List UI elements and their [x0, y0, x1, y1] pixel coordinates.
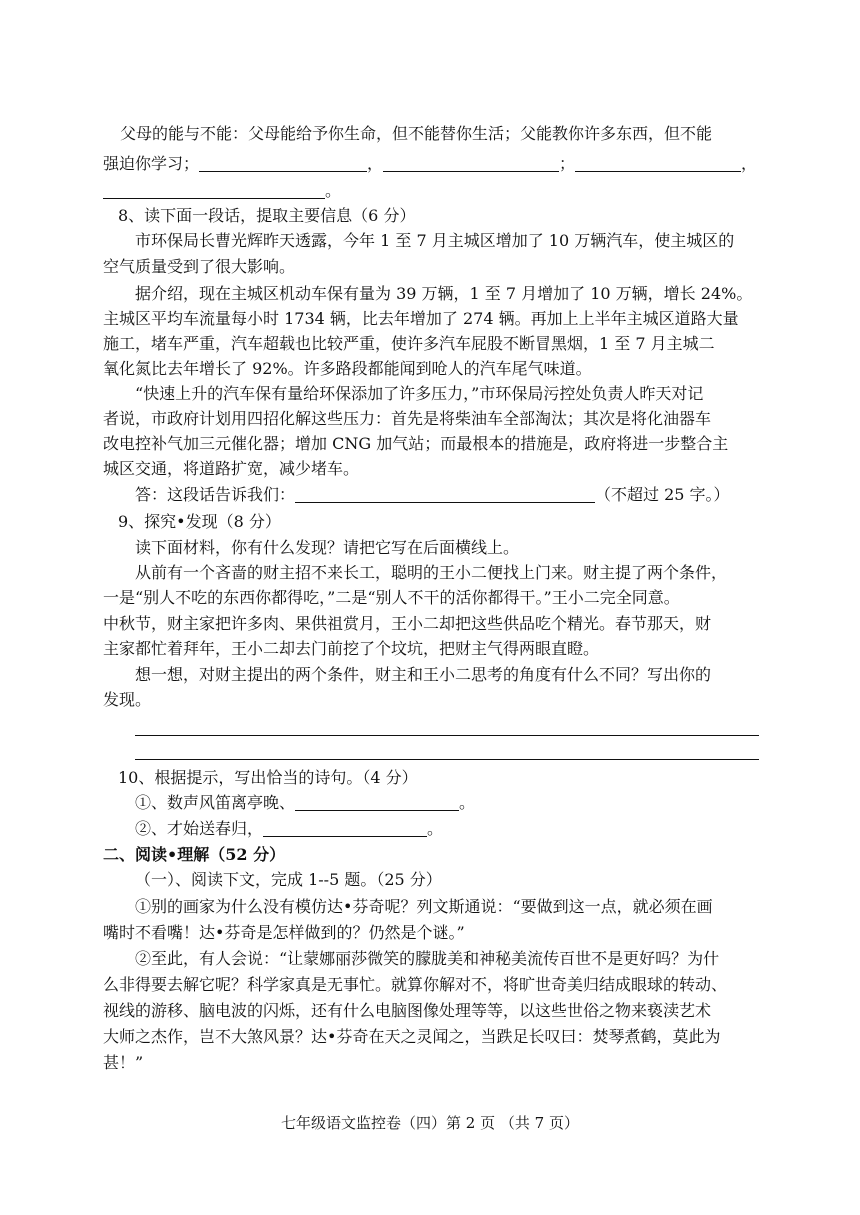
q9-title: 9、探究•发现（8 分）: [118, 512, 281, 531]
q10-item-1: ①、数声风笛离亭晚、 。: [135, 793, 476, 812]
reading-text: 大师之杰作，岂不大煞风景？达•芬奇在天之灵闻之，当跌足长叹曰：焚琴煮鹤，莫此为: [103, 1027, 721, 1046]
q8-text: 主城区平均车流量每小时 1734 辆，比去年增加了 274 辆。再加上上半年主城区道路大量: [103, 309, 739, 328]
q8-title: 8、读下面一段话，提取主要信息（6 分）: [118, 206, 416, 225]
q8-text: 施工，堵车严重，汽车超载也比较严重，使许多汽车屁股不断冒黑烟，1 至 7 月主城二: [103, 334, 715, 353]
reading-text: 视线的游移、脑电波的闪烁，还有什么电脑图像处理等等，以这些世俗之物来亵渎艺术: [103, 1001, 712, 1020]
q8-text: 据介绍，现在主城区机动车保有量为 39 万辆，1 至 7 月增加了 10 万辆，增长 24%。: [135, 284, 753, 303]
reading-text: ①别的画家为什么没有模仿达•芬奇呢？列文斯通说：“要做到这一点，就必须在画: [135, 897, 713, 916]
answer-line[interactable]: [135, 759, 759, 760]
reading-text: 甚！”: [103, 1053, 144, 1072]
answer-blank[interactable]: [103, 197, 325, 199]
reading-text: ②至此，有人会说：“让蒙娜丽莎微笑的朦胧美和神秘美流传百世不是更好吗？为什: [135, 949, 720, 968]
intro-line-1: 父母的能与不能：父母能给予你生命，但不能替你生活；父能教你许多东西，但不能: [120, 124, 713, 143]
q9-story: 从前有一个吝啬的财主招不来长工，聪明的王小二便找上门来。财主提了两个条件，: [135, 563, 728, 582]
answer-blank[interactable]: [199, 170, 367, 172]
section-2-subtitle: （一）、阅读下文，完成 1--5 题。（25 分）: [135, 870, 442, 889]
q9-story: 一是“别人不吃的东西你都得吃，”二是“别人不干的活你都得干。”王小二完全同意。: [103, 588, 680, 607]
q8-text: 市环保局长曹光辉昨天透露，今年 1 至 7 月主城区增加了 10 万辆汽车，使主城区的: [135, 231, 735, 250]
q8-text: 空气质量受到了很大影响。: [103, 257, 296, 276]
answer-blank[interactable]: [263, 835, 427, 837]
q8-text: 城区交通，将道路扩宽，减少堵车。: [103, 459, 360, 478]
reading-text: 么非得要去解它呢？科学家真是无事忙。就算你解对不，将旷世奇美归结成眼球的转动、: [103, 975, 728, 994]
answer-blank[interactable]: [295, 501, 595, 503]
page-footer: 七年级语文监控卷（四）第 2 页 （共 7 页）: [281, 1114, 579, 1132]
q10-title: 10、根据提示，写出恰当的诗句。（4 分）: [118, 768, 418, 787]
q9-story: 中秋节，财主家把许多肉、果供祖赏月，王小二却把这些供品吃个精光。春节那天，财: [103, 614, 712, 633]
answer-blank[interactable]: [575, 170, 741, 172]
q9-story: 主家都忙着拜年，王小二却去门前挖了个坟坑，把财主气得两眼直瞪。: [103, 639, 600, 658]
reading-text: 嘴时不看嘴！达•芬奇是怎样做到的？仍然是个谜。”: [103, 923, 465, 942]
q8-text: 氧化氮比去年增长了 92%。许多路段都能闻到呛人的汽车尾气味道。: [103, 359, 592, 378]
q8-text: “快速上升的汽车保有量给环保添加了许多压力，”市环保局污控处负责人昨天对记: [135, 384, 704, 403]
q9-question: 发现。: [103, 690, 152, 709]
q8-text: 改电控补气加三元催化器；增加 CNG 加气站；而最根本的措施是，政府将进一步整合主: [103, 434, 729, 453]
q9-instruction: 读下面材料，你有什么发现？请把它写在后面横线上。: [135, 538, 520, 557]
q10-item-2: ②、才始送春归， 。: [135, 819, 444, 838]
answer-line[interactable]: [135, 735, 759, 736]
answer-blank[interactable]: [295, 809, 459, 811]
section-2-title: 二、阅读•理解（52 分）: [103, 845, 286, 864]
intro-line-3: 。: [0, 177, 860, 204]
q9-question: 想一想，对财主提出的两个条件，财主和王小二思考的角度有什么不同？写出你的: [135, 665, 712, 684]
intro-line-2: 强迫你学习； ， ； ，: [103, 154, 758, 173]
answer-blank[interactable]: [383, 170, 559, 172]
q8-answer-line: 答：这段话告诉我们： （不超过 25 字。）: [135, 485, 730, 504]
q8-text: 者说，市政府计划用四招化解这些压力：首先是将柴油车全部淘汰；其次是将化油器车: [103, 409, 712, 428]
